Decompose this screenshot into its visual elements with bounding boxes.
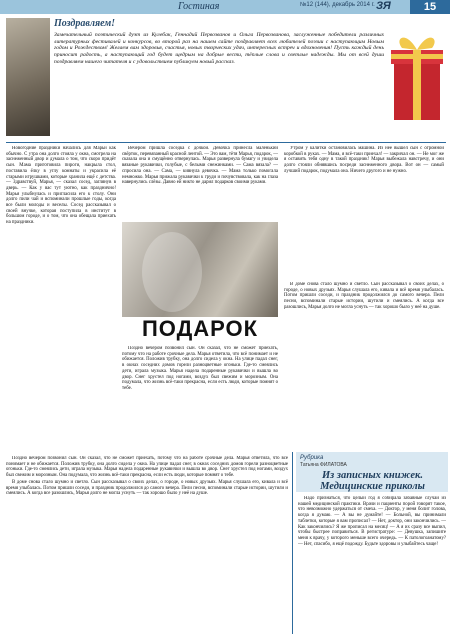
story-column-2: Вечером пришла соседка с дочкой. Девочка принесла маленький свёрток, перевязанный красной лентой. — Это вам, тётя Марья, подарок, — сказала она и смущённо отвернулась. Марья развернула бумагу и увидела вязаные рукавички, голубые, с белыми снежинками. — Сама вязала? — спросила она. — Сама, — кивнула девочка. — Мама только помогала немножко. Марья прижала рукавички к груди и почувствовала, как на глаза навернулись слёзы. Давно ей никто не дарил подарков своими руками. <box>122 146 278 186</box>
notes-text: Надо признаться, что целый год я собирала забавные случаи из нашей медицинской практики. Врачи и пациенты порой говорят такое, что невозможно удержаться от смеха. — Доктор, у меня болит голова, когда я думаю. — А вы не думайте! — Больной, вы принимали таблетки, которые я вам прописал? — Нет, доктор, они закончились. — Как закончились? Я же прописал на месяц! — А я их сразу все выпил, чтобы быстрее поправиться. В регистратуре: — Девушка, запишите меня к врачу, у которого меньше всего очередь. — К патологоанатому? — Нет, спасибо, я ещё подожду. Будьте здоровы и улыбайтесь чаще! <box>298 496 446 547</box>
intro-text: Замечательный поэтический дуэт из Кулебак, Геннадий Первозванов и Ольга Первозванова, заслуженные победители различных литературных фестивалей и конкурсов, во второй раз на нашем сайте поздравляет всех любителей поэзии с наступающим Новым годом и Рождеством! Желаем вам здоровья, счастья, новых творческих удач, интересных встреч и вдохновения! Пусть каждый день приносит радость, а наступающий год будет щедрым на добрые вести, тёплые слова и светлые надежды. Мы от всей души поздравляем нашего читателя и с удовольствием публикуем новый рассказ. <box>54 32 384 65</box>
story-title: ПОДАРОК <box>141 316 259 341</box>
section-divider <box>6 142 446 143</box>
newspaper-logo: ЗЯ <box>376 0 391 12</box>
authors-photo <box>6 18 50 136</box>
gift-box-illustration <box>388 20 446 128</box>
column-divider <box>292 452 293 634</box>
story-column-1: Новогодние праздники начались для Марьи как обычно. С утра она долго стояла у окна, смотрела на заснеженный двор и думала о том, что скоро придёт сын. Мама приготовила пироги, накрыла стол, поставила ёлку в углу комнаты и украсила её старыми игрушками, которые хранила ещё с детства. — Здравствуй, Марья, — сказал сосед, заглянув в дверь. — Как у вас тут уютно, как празднично! Марья улыбнулась и пригласила его к столу. Они долго пили чай и вспоминали прошлые годы, когда все были молоды и веселы. Сосед рассказывал о своей внучке, которая поступила в институт в большом городе, и о том, что она обещала приехать на праздники. <box>6 146 116 226</box>
page-number: 15 <box>410 0 450 14</box>
story-photo <box>122 222 278 317</box>
notes-rubric: Рубрика <box>300 455 324 461</box>
story-column-4: Утром у калитки остановилась машина. Из неё вышел сын с огромной коробкой в руках. — Мама, я всё-таки приехал! — закричал он. — Не мог же я оставить тебя одну в такой праздник! Марья выбежала навстречу, и они долго стояли обнявшись посреди заснеженного двора. Вот он — самый лучший подарок, подумала она. Ничего другого и не нужно. <box>284 146 444 174</box>
story-continuation: Поздно вечером позвонил сын. Он сказал, что не сможет приехать, потому что на работе срочные дела. Марья ответила, что всё понимает и не обижается. Положив трубку, она долго сидела у окна. На улице падал снег, в окнах соседних домов горели разноцветные огоньки. Где-то смеялись дети, играла музыка. Марья надела подаренные рукавички и вышла во двор. Снег хрустел под ногами, воздух был свежим и морозным. Она подумала, что жизнь всё-таки прекрасна, если есть люди, которые помнят о тебе. В доме снова стало шумно и светло. Сын рассказывал о своих делах, о городе, о новых друзьях. Марья слушала его, кивала и всё время улыбалась. Потом пришли соседи, и праздник продолжился до самого вечера. Пели песни, вспоминали старые истории, шутили и смеялись. А когда все разошлись, Марья долго не могла уснуть — так хорошо было у неё на душе. <box>6 456 288 497</box>
story-column-3: Поздно вечером позвонил сын. Он сказал, что не сможет приехать, потому что на работе срочные дела. Марья ответила, что всё понимает и не обижается. Положив трубку, она долго сидела у окна. На улице падал снег, в окнах соседних домов горели разноцветные огоньки. Где-то смеялись дети, играла музыка. Марья надела подаренные рукавички и вышла во двор. Снег хрустел под ногами, воздух был свежим и морозным. Она подумала, что жизнь всё-таки прекрасна, если есть люди, которые помнят о тебе. <box>122 346 278 391</box>
page-header <box>0 0 450 14</box>
notes-author: Татьяна ФИЛАТОВА <box>300 462 347 468</box>
intro-heading: Поздравляем! <box>54 18 116 29</box>
section-title: Гостиная <box>178 1 220 12</box>
notes-title: Из записных книжек. Медицинские приколы <box>320 470 425 492</box>
story-column-5: В доме снова стало шумно и светло. Сын рассказывал о своих делах, о городе, о новых друзьях. Марья слушала его, кивала и всё время улыбалась. Потом пришли соседи, и праздник продолжился до самого вечера. Пели песни, вспоминали старые истории, шутили и смеялись. А когда все разошлись, Марья долго не могла уснуть — так хорошо было у неё на душе. <box>284 282 444 310</box>
issue-number: №12 (144), декабрь 2014 г. <box>300 2 375 8</box>
